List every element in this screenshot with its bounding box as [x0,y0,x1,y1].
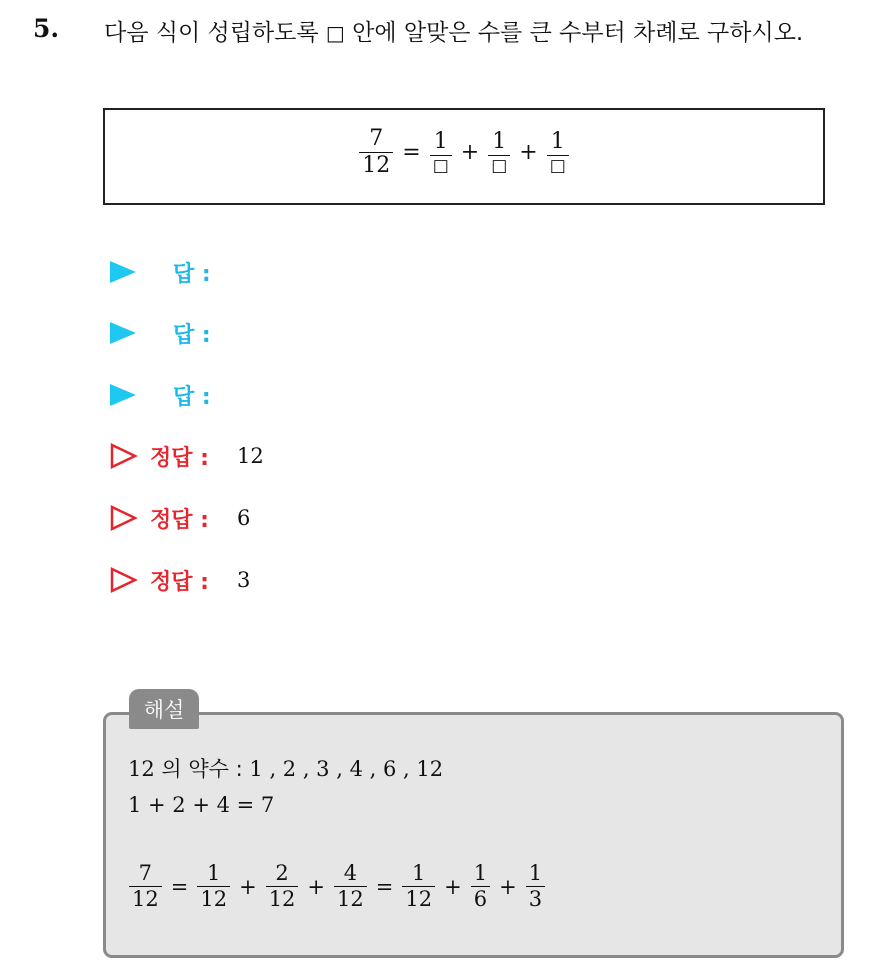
fraction-denominator: 12 [334,886,367,912]
fraction [334,861,367,912]
fraction-numerator: 7 [138,861,153,885]
fraction [266,861,299,912]
solution-box [103,712,844,958]
fraction-numerator: 4 [343,861,358,885]
question-text-after: 안에 알맞은 수를 큰 수부터 차례로 구하시오. [352,20,804,46]
correct-answer-row [110,436,264,476]
answer-label: 답 : [173,261,211,287]
fraction [471,861,490,912]
blank-denominator: □ [430,155,452,176]
solution-divisors-label: 의 약수 : [161,757,243,781]
correct-answer-value: 12 [237,444,264,468]
fraction-numerator: 7 [369,126,384,151]
fraction-denominator: 12 [197,886,230,912]
correct-answer-row [110,560,251,600]
plus-sign: + [460,140,480,166]
fraction-numerator: 1 [473,861,488,885]
fraction [129,861,162,912]
blank-box-symbol: □ [325,21,345,45]
plus-sign: + [239,874,257,899]
fraction-numerator: 1 [412,861,426,885]
solution-sum-line: 1 + 2 + 4 = 7 [128,793,275,817]
blank-denominator: □ [547,155,569,176]
outline-triangle-icon [110,443,138,469]
question-text-before: 다음 식이 성립하도록 [104,20,319,46]
play-triangle-icon [110,261,136,283]
solution-fraction-equation [126,861,548,912]
equals-sign: = [170,874,189,899]
fraction [402,861,435,912]
fraction-blank-1 [430,129,452,177]
plus-sign: + [307,874,326,899]
equation-box [103,108,825,205]
fraction-lhs [359,126,393,180]
answer-label: 답 : [173,384,211,410]
solution-divisors-line [128,753,443,783]
fraction-numerator: 1 [433,129,448,154]
correct-answer-value: 3 [237,568,251,592]
fraction [197,861,230,912]
question-text [104,14,803,47]
fraction-denominator: 12 [402,886,435,912]
plus-sign: + [444,874,462,899]
solution-divisors-values: 1 , 2 , 3 , 4 , 6 , 12 [249,757,444,781]
correct-answer-label: 정답 : [150,507,209,533]
play-triangle-icon [110,384,136,406]
fraction-numerator: 1 [550,129,565,154]
outline-triangle-icon [110,567,138,593]
equals-sign: = [375,874,394,899]
blank-denominator: □ [488,155,510,176]
solution-tab: 해설 [129,689,199,729]
answer-label: 답 : [173,322,211,348]
equation [105,126,823,180]
equals-sign: = [402,140,421,166]
fraction-numerator: 1 [492,129,507,154]
fraction-denominator: 6 [471,886,490,912]
plus-sign: + [499,874,517,899]
fraction-denominator: 12 [359,152,393,179]
correct-answer-value: 6 [237,506,251,530]
fraction-numerator: 1 [207,861,221,885]
fraction-denominator: 3 [526,886,545,912]
play-triangle-icon [110,322,136,344]
fraction [526,861,545,912]
answer-row [110,375,211,415]
fraction-numerator: 2 [275,861,289,885]
correct-answer-row [110,498,251,538]
question-number: 5. [33,14,60,43]
fraction-blank-3 [547,129,569,177]
fraction-blank-2 [488,129,510,177]
fraction-numerator: 1 [528,861,543,885]
fraction-denominator: 12 [129,886,162,912]
solution-number: 12 [128,757,155,781]
correct-answer-label: 정답 : [150,445,209,471]
answer-row [110,252,211,292]
answer-row [110,313,211,353]
correct-answer-label: 정답 : [150,569,209,595]
fraction-denominator: 12 [266,886,299,912]
outline-triangle-icon [110,505,138,531]
plus-sign: + [519,140,538,166]
